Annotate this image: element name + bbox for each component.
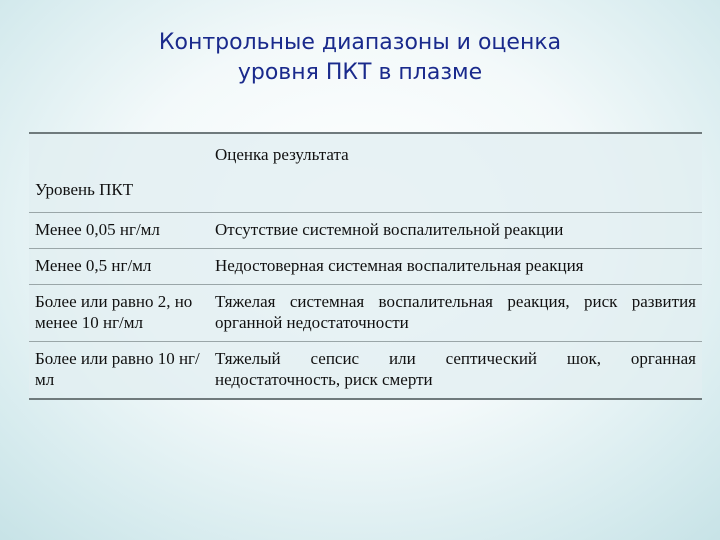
cell-result: Тяжелый сепсис или септический шок, органная недостаточность, риск смерти xyxy=(209,342,702,400)
slide-title xyxy=(0,28,720,88)
header-level: Уровень ПКТ xyxy=(29,133,209,213)
cell-level: Более или равно 10 нг/мл xyxy=(29,342,209,400)
cell-level: Менее 0,05 нг/мл xyxy=(29,213,209,249)
cell-result: Отсутствие системной воспалительной реакции xyxy=(209,213,702,249)
table-row xyxy=(29,213,702,249)
slide-title-line-2: уровня ПКТ в плазме xyxy=(237,60,483,85)
cell-level: Менее 0,5 нг/мл xyxy=(29,249,209,285)
cell-level: Более или равно 2, но менее 10 нг/мл xyxy=(29,285,209,342)
table-row xyxy=(29,285,702,342)
table-header-row xyxy=(29,133,702,213)
table-row xyxy=(29,342,702,400)
header-result: Оценка результата xyxy=(209,133,702,213)
table-row xyxy=(29,249,702,285)
slide-title-line-1: Контрольные диапазоны и оценка xyxy=(158,30,562,55)
pkt-reference-table xyxy=(29,132,702,400)
cell-result: Тяжелая системная воспалительная реакция, риск развития органной недостаточности xyxy=(209,285,702,342)
cell-result: Недостоверная системная воспалительная реакция xyxy=(209,249,702,285)
